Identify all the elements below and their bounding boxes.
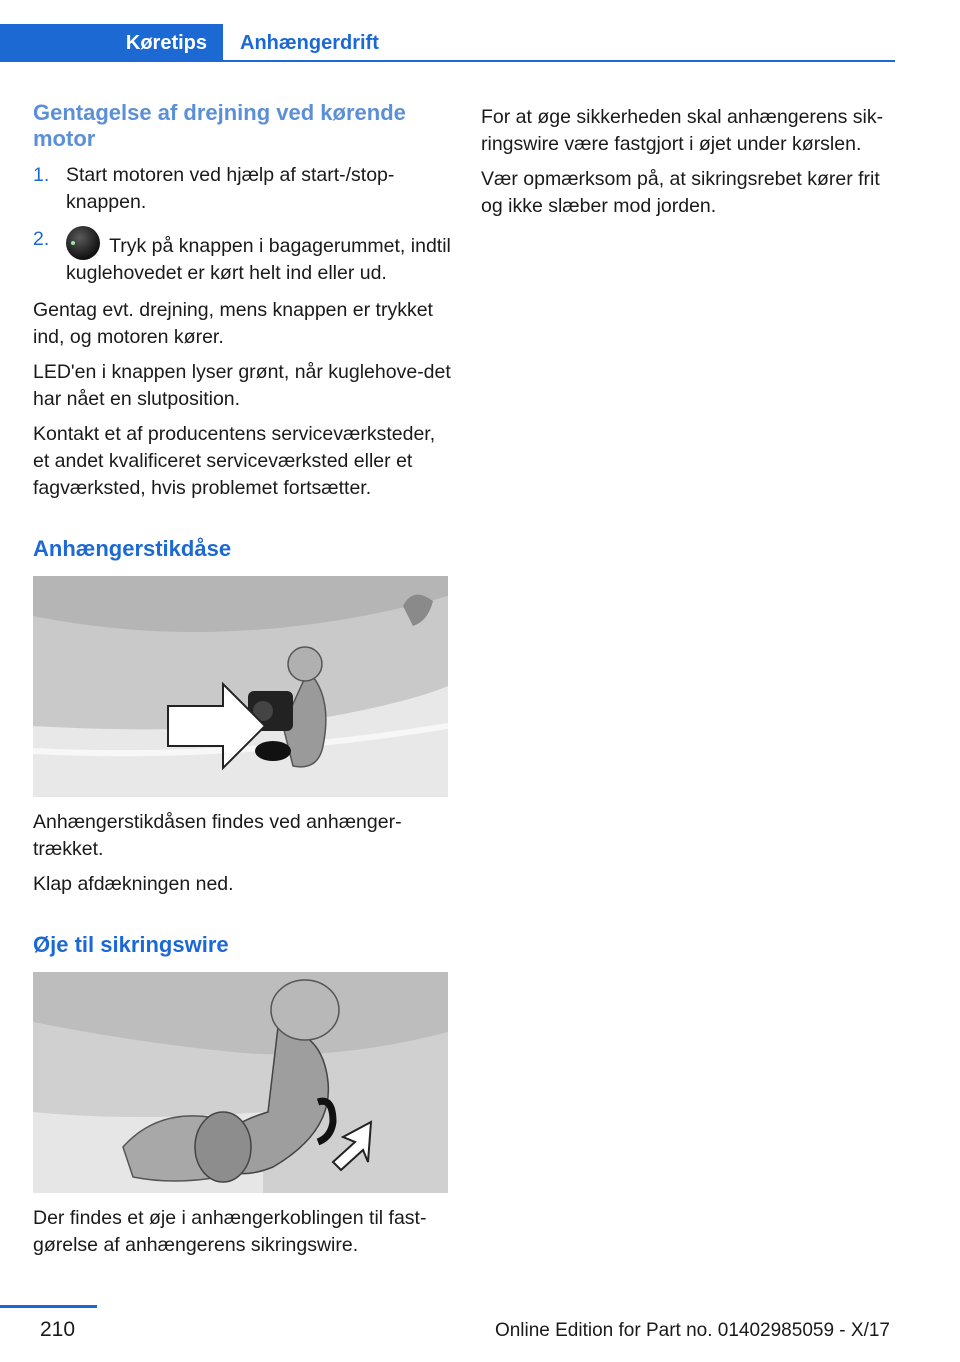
step-text: Start motoren ved hjælp af start-/stop-knappen. <box>66 164 395 213</box>
list-item <box>33 226 453 287</box>
step-number: 1. <box>33 164 50 186</box>
right-column <box>481 104 891 228</box>
paragraph: Vær opmærksom på, at sikringsrebet kører frit og ikke slæber mod jorden. <box>481 168 880 217</box>
socket-illustration <box>33 576 448 797</box>
header-tabs <box>0 24 895 62</box>
paragraph: Der findes et øje i anhængerkoblingen til fast-gørelse af anhængerens sikringswire. <box>33 1207 427 1256</box>
heading-eye: Øje til sikringswire <box>33 932 229 957</box>
paragraph: For at øge sikkerheden skal anhængerens sik-ringswire være fastgjort i øjet under kørslen. <box>481 106 884 155</box>
tab-koeretips[interactable] <box>0 24 223 62</box>
edition-footer: Online Edition for Part no. 01402985059 - X/17 <box>494 1320 890 1341</box>
tab-label: Anhængerdrift <box>240 31 379 54</box>
paragraph: Klap afdækningen ned. <box>33 873 234 895</box>
step-text: Tryk på knappen i bagagerummet, indtil kuglehovedet er kørt helt ind eller ud. <box>66 235 451 284</box>
page-number-rule <box>0 1305 97 1308</box>
header-divider <box>0 60 895 62</box>
paragraph: Gentag evt. drejning, mens knappen er trykket ind, og motoren kører. <box>33 299 433 348</box>
paragraph: LED'en i knappen lyser grønt, når kuglehove-det har nået en slutposition. <box>33 361 451 410</box>
page-number: 210 <box>40 1318 76 1341</box>
tab-anhaengerdrift[interactable] <box>240 24 379 62</box>
left-column <box>33 100 453 1267</box>
steps-list <box>33 162 453 287</box>
paragraph: Kontakt et af producentens serviceværksteder, et andet kvalificeret serviceværksted eller et fagværksted, hvis problemet fortsætter. <box>33 423 436 499</box>
list-item <box>33 162 453 216</box>
paragraph: Anhængerstikdåsen findes ved anhænger-trækket. <box>33 811 402 860</box>
safety-eye-illustration <box>33 972 448 1193</box>
step-number: 2. <box>33 228 50 250</box>
heading-repeat-rotation: Gentagelse af drejning ved kørende motor <box>33 100 406 151</box>
towbar-button-icon <box>66 226 100 260</box>
heading-socket: Anhængerstikdåse <box>33 536 232 561</box>
tab-label: Køretips <box>125 31 207 54</box>
